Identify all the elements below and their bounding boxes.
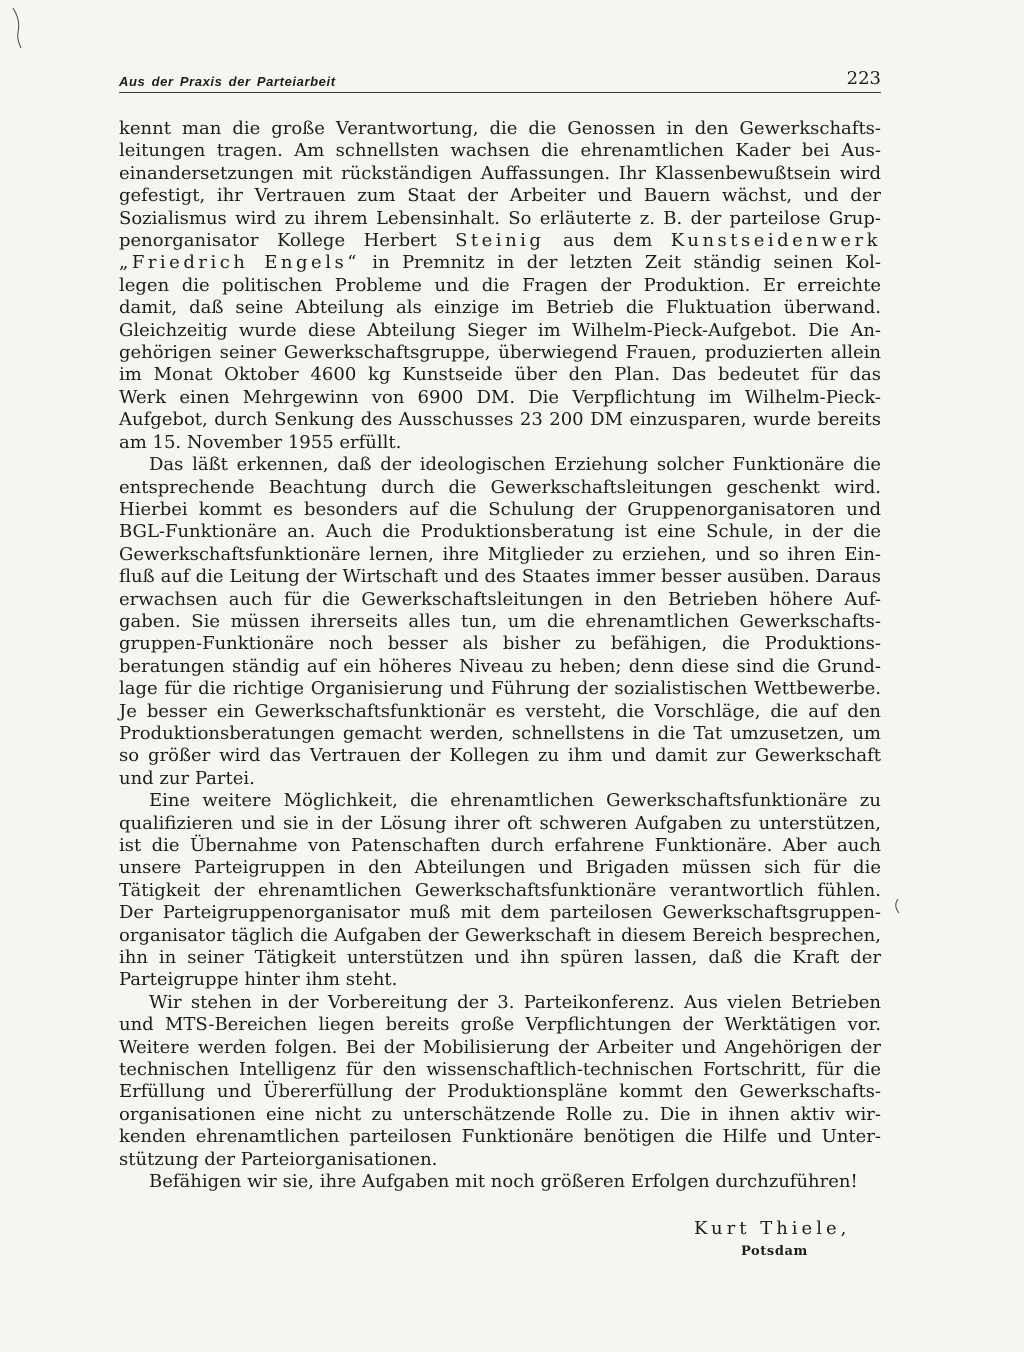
article-body xyxy=(119,118,881,1194)
text-run: aus dem xyxy=(544,230,671,252)
page-header xyxy=(119,64,881,94)
text-line: ihn in seiner Tätigkeit unterstützen und ihn spüren lassen, daß die Kraft der xyxy=(119,947,881,969)
text-line: qualifizieren und sie in der Lösung ihrer oft schweren Aufgaben zu unterstützen, xyxy=(119,812,881,834)
header-rule xyxy=(119,92,881,93)
text-line xyxy=(119,252,881,274)
text-run: penorganisator Kollege Herbert xyxy=(119,230,456,252)
text-line: gehörigen seiner Gewerkschaftsgruppe, überwiegend Frauen, produzierten allein xyxy=(119,342,881,364)
text-line: und zur Partei. xyxy=(119,767,255,789)
margin-pencil-mark-right xyxy=(893,898,901,914)
text-line: Je besser ein Gewerkschaftsfunktionär es versteht, die Vorschläge, die auf den xyxy=(119,700,881,722)
text-line: Eine weitere Möglichkeit, die ehrenamtlichen Gewerkschaftsfunktionäre zu xyxy=(149,790,881,812)
text-line: Sozialismus wird zu ihrem Lebensinhalt. So erläuterte z. B. der parteilose Grup- xyxy=(119,207,881,229)
text-line: Werk einen Mehrgewinn von 6900 DM. Die Verpflichtung im Wilhelm-Pieck- xyxy=(119,386,881,408)
spaced-name-kunstseidenwerk: Kunstseidenwerk xyxy=(670,230,881,252)
text-line: unsere Parteigruppen in den Abteilungen und Brigaden müssen sich für die xyxy=(119,857,881,879)
text-line: Gewerkschaftsfunktionäre lernen, ihre Mitglieder zu erziehen, und so ihren Ein- xyxy=(119,543,881,565)
text-line: legen die politischen Probleme und die Fragen der Produktion. Er erreichte xyxy=(119,274,881,296)
text-line: organisationen eine nicht zu unterschätzende Rolle zu. Die in ihnen aktiv wir- xyxy=(119,1103,881,1125)
text-line: im Monat Oktober 4600 kg Kunstseide über den Plan. Das bedeutet für das xyxy=(119,364,881,386)
text-line: einandersetzungen mit rückständigen Auffassungen. Ihr Klassenbewußtsein wird xyxy=(119,162,881,184)
spaced-name-friedrich-engels: „Friedrich Engels“ xyxy=(119,252,360,274)
text-line: kennt man die große Verantwortung, die die Genossen in den Gewerkschafts- xyxy=(119,118,881,139)
text-line: Das läßt erkennen, daß der ideologischen Erziehung solcher Funktionäre die xyxy=(149,454,881,476)
text-line: Weitere werden folgen. Bei der Mobilisierung der Arbeiter und Angehörigen der xyxy=(119,1036,881,1058)
text-line: ist die Übernahme von Patenschaften durch erfahrene Funktionäre. Aber auch xyxy=(119,835,881,856)
text-line: organisator täglich die Aufgaben der Gewerkschaft in diesem Bereich besprechen, xyxy=(119,924,881,946)
text-line: damit, daß seine Abteilung als einzige im Betrieb die Fluktuation überwand. xyxy=(119,297,881,319)
text-line: gruppen-Funktionäre noch besser als bisher zu befähigen, die Produktions- xyxy=(119,633,881,655)
text-line: Der Parteigruppenorganisator muß mit dem parteilosen Gewerkschaftsgruppen- xyxy=(119,902,881,924)
text-run: in Premnitz in der letzten Zeit ständig seinen Kol- xyxy=(359,252,882,274)
text-line: beratungen ständig auf ein höheres Niveau zu heben; denn diese sind die Grund- xyxy=(119,655,881,677)
text-line: Gleichzeitig wurde diese Abteilung Sieger im Wilhelm-Pieck-Aufgebot. Die An- xyxy=(119,319,881,341)
margin-pencil-mark xyxy=(10,6,24,50)
text-line: leitungen tragen. Am schnellsten wachsen die ehrenamtlichen Kader bei Aus- xyxy=(119,140,881,162)
text-line: Hierbei kommt es besonders auf die Schulung der Gruppenorganisatoren und xyxy=(119,498,881,520)
text-line: Produktionsberatungen gemacht werden, schnellstens in die Tat umzusetzen, um xyxy=(119,722,881,744)
text-line xyxy=(119,230,881,252)
text-line: und MTS-Bereichen liegen bereits große Verpflichtungen der Werktätigen vor. xyxy=(119,1014,881,1036)
page-number: 223 xyxy=(846,68,881,89)
text-line: erwachsen auch für die Gewerkschaftsleitungen in den Betrieben höhere Auf- xyxy=(119,588,881,610)
text-line: entsprechende Beachtung durch die Gewerkschaftsleitungen geschenkt wird. xyxy=(119,476,881,498)
text-line: Wir stehen in der Vorbereitung der 3. Parteikonferenz. Aus vielen Betrieben xyxy=(149,991,881,1013)
text-line: Aufgebot, durch Senkung des Ausschusses 23 200 DM einzusparen, wurde bereits xyxy=(119,409,881,431)
text-line: BGL-Funktionäre an. Auch die Produktionsberatung ist eine Schule, in der die xyxy=(119,521,881,543)
running-title: Aus der Praxis der Parteiarbeit xyxy=(119,74,336,89)
text-line: fluß auf die Leitung der Wirtschaft und des Staates immer besser ausüben. Daraus xyxy=(119,566,881,588)
text-line: Parteigruppe hinter ihm steht. xyxy=(119,969,398,991)
author-signature: Kurt Thiele, xyxy=(694,1218,851,1239)
text-line: Erfüllung und Übererfüllung der Produktionspläne kommt den Gewerkschafts- xyxy=(119,1081,881,1103)
author-place: Potsdam xyxy=(741,1244,808,1259)
text-line: gefestigt, ihr Vertrauen zum Staat der Arbeiter und Bauern wächst, und der xyxy=(119,185,881,207)
spaced-name-steinig: Steinig xyxy=(455,230,545,252)
text-line: technischen Intelligenz für den wissenschaftlich-technischen Fortschritt, für die xyxy=(119,1059,881,1081)
text-line: so größer wird das Vertrauen der Kollegen zu ihm und damit zur Gewerkschaft xyxy=(119,745,881,767)
text-line: Befähigen wir sie, ihre Aufgaben mit noch größeren Erfolgen durchzuführen! xyxy=(149,1171,858,1193)
text-line: lage für die richtige Organisierung und Führung der sozialistischen Wettbewerbe. xyxy=(119,678,881,700)
text-line: am 15. November 1955 erfüllt. xyxy=(119,431,402,453)
text-line: kenden ehrenamtlichen parteilosen Funktionäre benötigen die Hilfe und Unter- xyxy=(119,1126,881,1148)
text-line: stützung der Parteiorganisationen. xyxy=(119,1148,438,1170)
text-line: gaben. Sie müssen ihrerseits alles tun, um die ehrenamtlichen Gewerkschafts- xyxy=(119,610,881,632)
text-line: Tätigkeit der ehrenamtlichen Gewerkschaftsfunktionäre verantwortlich fühlen. xyxy=(119,879,881,901)
